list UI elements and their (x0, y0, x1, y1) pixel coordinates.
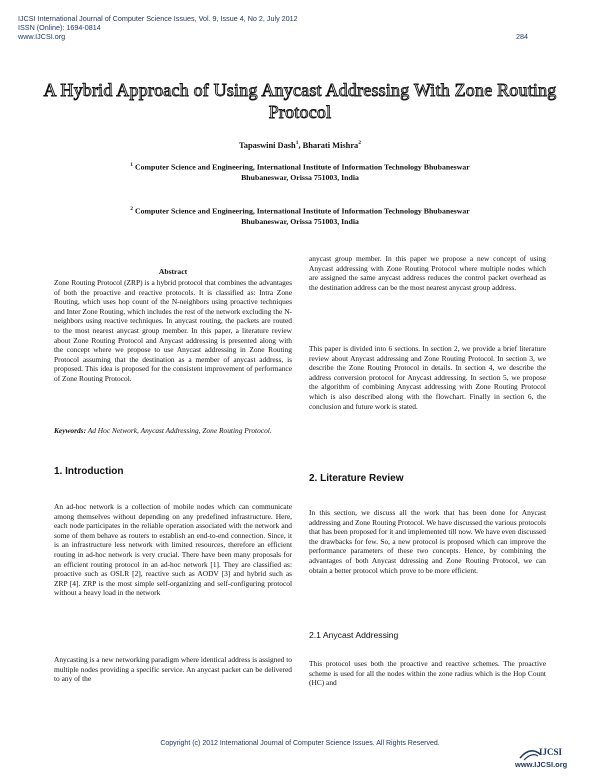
affiliation-2-line2: Bhubaneswar, Orissa 751003, India (241, 216, 359, 226)
affiliation-2 (80, 204, 520, 227)
literature-paragraph: In this section, we discuss all the work that has been done for Anycast addressing and Zone Routing Protocol. We have discussed the various protocols that has been proposed for it and implemented till now. We have even discussed the drawbacks for few. So, a new protocol is proposed which can improve the performance parameters of these two concepts. Hence, by combining the advantages of both Anycast ddressing and Zone Routing Protocol, we can obtain a better protocol which prove to be more efficient. (309, 508, 546, 575)
affiliation-2-line1: Computer Science and Engineering, International Institute of Information Technology Bhubaneswar (134, 206, 470, 216)
author-1: Tapaswini Dash (238, 140, 296, 150)
author-1-sup: 1 (295, 140, 299, 146)
intro-paragraph-2: Anycasting is a new networking paradigm where identical address is assigned to multiple nodes providing a specific service. An anycast packet can be delivered to any of the (54, 655, 292, 684)
section-introduction-heading: 1. Introduction (54, 466, 124, 477)
logo-name: IJCSI (539, 747, 563, 757)
paper-title: A Hybrid Approach of Using Anycast Addressing With Zone Routing Protocol (43, 80, 557, 122)
journal-header-line3: www.IJCSI.org (18, 32, 66, 41)
abstract-text: Zone Routing Protocol (ZRP) is a hybrid protocol that combines the advantages of both the proactive and reactive protocols. It is classified as: Intra Zone Routing, which uses hop count of the N-neighbors using proactive techniques and Inter Zone Routing, which includes the rest of the network excluding the N-neighbors using reactive techniques. In anycast routing, the packets are routed to the most nearest anycast group member. In this paper, a literature review about Zone Routing Protocol and Anycast addressing is presented along with the concept where we propose to use Anycast addressing in Zone Routing Protocol assuming that the destination as a member of anycast address, is proposed. This idea is proposed for the consistent improvement of performance of Zone Routing Protocol. (54, 278, 292, 383)
page-number: 284 (516, 32, 528, 41)
right-paragraph-2: This paper is divided into 6 sections. In section 2, we provide a brief literature review about Anycast addressing and Zone Routing Protocol. In section 3, we describe the Zone Routing Protocol in details. In section 4, we describe the address conversion protocol for Anycast addressing. In section 5, we propose the algorithm of combining Anycast addressing with Zone Routing Protocol which is also described along with the flowchart. Finally in section 6, the conclusion and future work is stated. (309, 344, 546, 411)
author-2-sup: 2 (358, 140, 361, 146)
abstract-heading: Abstract (158, 267, 188, 276)
journal-header-line1: IJCSI International Journal of Computer Science Issues, Vol. 9, Issue 4, No 2, July 2012 (18, 14, 298, 23)
affiliation-2-sup: 2 (130, 206, 134, 212)
copyright-footer: Copyright (c) 2012 International Journal of Computer Science Issues. All Rights Reserved. (160, 740, 440, 747)
keywords-text: Ad Hoc Network, Anycast Addressing, Zone Routing Protocol. (87, 426, 272, 435)
subsection-anycast-heading: 2.1 Anycast Addressing (309, 630, 399, 640)
affiliation-1-line1: Computer Science and Engineering, International Institute of Information Technology Bhubaneswar (134, 162, 470, 172)
section-literature-heading: 2. Literature Review (309, 473, 404, 484)
affiliation-1-line2: Bhubaneswar, Orissa 751003, India (241, 172, 359, 182)
journal-header (18, 14, 298, 41)
intro-paragraph-1: An ad-hoc network is a collection of mobile nodes which can communicate among themselves without depending on any predefined infrastructure. Here, each node participates in the reliable operation associated with the network and some of them behave as routers to establish an end-to-end connection. Since, it is an infrastructure less network with limited resources, therefore an efficient routing in ad-hoc network is very crucial. There have been many proposals for an efficient routing protocol in an ad-hoc network [1]. They are classified as: proactive such as OSLR [2], reactive such as AODV [3] and hybrid such as ZRP [4]. ZRP is the most simple self-organizing and self-configuring protocol without a heavy load in the network (54, 502, 292, 598)
affiliation-1-sup: 1 (130, 162, 134, 168)
logo-url: www.IJCSI.org (515, 760, 568, 769)
authors (0, 140, 600, 150)
affiliation-1 (80, 160, 520, 183)
author-separator: , (298, 140, 303, 150)
anycast-paragraph: This protocol uses both the proactive and reactive schemes. The proactive scheme is used for all the nodes within the zone radius which is the Hop Count (HC) and (309, 659, 546, 688)
keywords-label: Keywords: (54, 426, 87, 435)
author-2: Bharati Mishra (302, 140, 359, 150)
keywords (54, 426, 292, 436)
journal-header-line2: ISSN (Online): 1694-0814 (18, 23, 101, 32)
right-paragraph-1: anycast group member. In this paper we propose a new concept of using Anycast addressing with Zone Routing Protocol where multiple nodes which are assigned the same anycast address reduces the control packet overhead as the destination address can be the most nearest anycast group address. (309, 254, 546, 292)
